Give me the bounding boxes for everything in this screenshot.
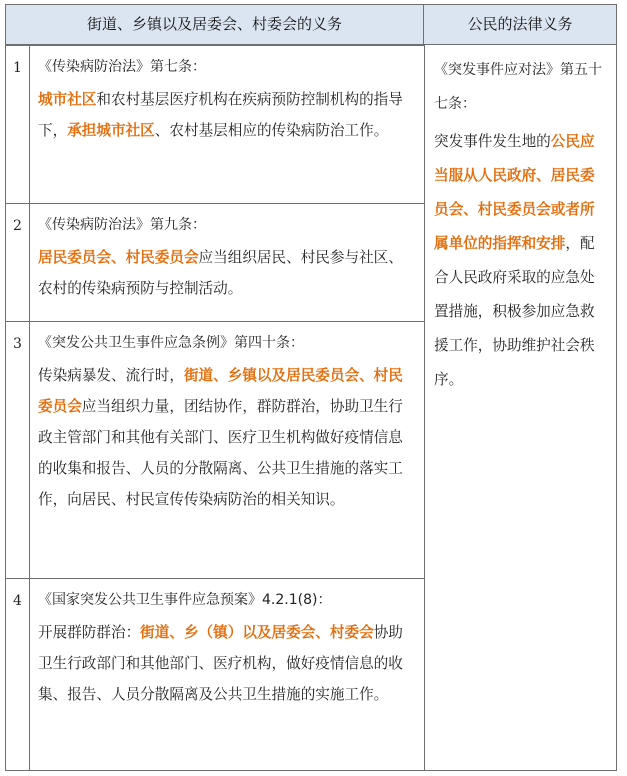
row-content (30, 204, 424, 321)
row-number: 3 (6, 322, 30, 578)
row-source: 《传染病防治法》第七条： (38, 59, 206, 75)
row-content (30, 46, 424, 203)
highlighted-text: 居民委员会、村民委员会 (38, 249, 199, 266)
body-text: 应当组织力量，团结协作，群防群治，协助卫生行政主管部门和其他有关部门、医疗卫生机构做好疫情信息的收集和报告、人员的分散隔离、公共卫生措施的落实工作，向居民、村民宣传传染病防治的相关知识。 (38, 398, 403, 508)
body-text: 和农村基层医疗机构在疾病预防控制机构的指导下， (38, 91, 403, 139)
highlighted-text: 街道、乡（镇）以及居委会、村委会 (140, 624, 374, 641)
right-column-cell (424, 45, 616, 770)
row-number: 1 (6, 46, 30, 203)
row-number: 2 (6, 204, 30, 321)
row-content (30, 322, 424, 578)
row-source: 《突发公共卫生事件应急条例》第四十条： (38, 335, 304, 351)
body-text: ，配合人民政府采取的应急处置措施，积极参加应急救援工作，协助维护社会秩序。 (434, 235, 595, 388)
table-row (6, 203, 424, 321)
highlighted-text: 承担城市社区 (67, 122, 155, 139)
body-text: 协助卫生行政部门和其他部门、医疗机构，做好疫情信息的收集、报告、人员分散隔离及公共卫生措施的实施工作。 (38, 624, 403, 703)
body-text: 开展群防群治： (38, 624, 141, 641)
row-body (38, 84, 416, 146)
highlighted-text: 公民应当服从人民政府、居民委员会、村民委员会或者所属单位的指挥和安排 (434, 133, 595, 252)
table-row (6, 578, 424, 770)
table-row (6, 321, 424, 578)
row-body (38, 617, 416, 710)
highlighted-text: 城市社区 (38, 91, 97, 108)
header-left-title: 街道、乡镇以及居委会、村委会的义务 (86, 15, 342, 33)
law-table (5, 4, 617, 771)
row-body (38, 360, 416, 515)
row-number: 4 (6, 579, 30, 770)
body-text: 突发事件发生地的 (434, 133, 551, 150)
right-body (434, 125, 608, 397)
row-source: 《国家突发公共卫生事件应急预案》4.2.1(8)： (38, 592, 332, 608)
row-content (30, 579, 424, 770)
table-row (6, 45, 424, 203)
row-body (38, 242, 416, 304)
body-text: 传染病暴发、流行时， (38, 367, 184, 384)
header-left-cell (6, 5, 424, 45)
header-right-title: 公民的法律义务 (467, 15, 573, 33)
row-source: 《传染病防治法》第九条： (38, 217, 206, 233)
body-text: 、农村基层相应的传染病防治工作。 (154, 122, 389, 139)
highlighted-text: 街道、乡镇以及居民委员会、村民委员会 (38, 367, 403, 415)
header-right-cell (424, 5, 616, 45)
body-text: 应当组织居民、村民参与社区、农村的传染病预防与控制活动。 (38, 249, 403, 297)
right-source: 《突发事件应对法》第五十七条： (434, 62, 602, 112)
